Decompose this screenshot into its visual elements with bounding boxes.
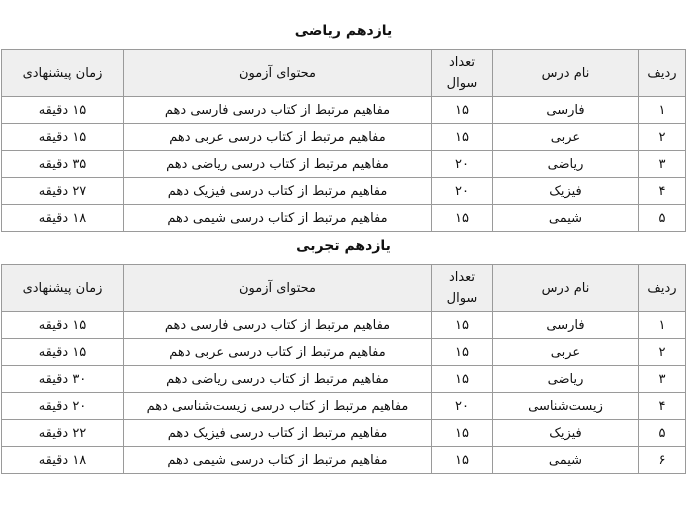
cell-row-number: ۵ — [639, 205, 686, 232]
cell-subject: فارسی — [493, 97, 639, 124]
cell-content: مفاهیم مرتبط از کتاب درسی ریاضی دهم — [124, 366, 432, 393]
cell-time: ۱۵ دقیقه — [2, 97, 124, 124]
header-time: زمان پیشنهادی — [2, 50, 124, 97]
cell-row-number: ۱ — [639, 97, 686, 124]
cell-time: ۱۵ دقیقه — [2, 124, 124, 151]
exam-table-experimental — [1, 264, 686, 474]
cell-row-number: ۱ — [639, 312, 686, 339]
cell-content: مفاهیم مرتبط از کتاب درسی زیست‌شناسی دهم — [124, 393, 432, 420]
cell-question-count: ۱۵ — [432, 312, 493, 339]
cell-subject: ریاضی — [493, 366, 639, 393]
cell-question-count: ۱۵ — [432, 205, 493, 232]
cell-question-count: ۲۰ — [432, 151, 493, 178]
table-header-row — [2, 265, 686, 312]
cell-content: مفاهیم مرتبط از کتاب درسی فارسی دهم — [124, 312, 432, 339]
cell-row-number: ۵ — [639, 420, 686, 447]
cell-time: ۳۰ دقیقه — [2, 366, 124, 393]
exam-table-math — [1, 49, 686, 232]
cell-question-count: ۱۵ — [432, 97, 493, 124]
cell-question-count: ۲۰ — [432, 393, 493, 420]
cell-time: ۲۲ دقیقه — [2, 420, 124, 447]
table-row — [2, 151, 686, 178]
cell-question-count: ۱۵ — [432, 447, 493, 474]
header-count-line2: سوال — [446, 291, 478, 306]
cell-subject: زیست‌شناسی — [493, 393, 639, 420]
cell-time: ۱۸ دقیقه — [2, 447, 124, 474]
cell-subject: عربی — [493, 124, 639, 151]
cell-content: مفاهیم مرتبط از کتاب درسی ریاضی دهم — [124, 151, 432, 178]
table-row — [2, 312, 686, 339]
cell-time: ۱۸ دقیقه — [2, 205, 124, 232]
table-row — [2, 339, 686, 366]
cell-question-count: ۱۵ — [432, 124, 493, 151]
header-count-line1: تعداد — [448, 55, 476, 70]
table-row — [2, 447, 686, 474]
cell-row-number: ۶ — [639, 447, 686, 474]
cell-subject: فیزیک — [493, 420, 639, 447]
table-row — [2, 97, 686, 124]
cell-time: ۲۷ دقیقه — [2, 178, 124, 205]
cell-row-number: ۲ — [639, 124, 686, 151]
cell-question-count: ۲۰ — [432, 178, 493, 205]
table-row — [2, 393, 686, 420]
header-content: محتوای آزمون — [124, 265, 432, 312]
header-question-count — [432, 265, 493, 312]
cell-row-number: ۳ — [639, 366, 686, 393]
cell-content: مفاهیم مرتبط از کتاب درسی عربی دهم — [124, 339, 432, 366]
table-row — [2, 124, 686, 151]
cell-content: مفاهیم مرتبط از کتاب درسی فارسی دهم — [124, 97, 432, 124]
cell-question-count: ۱۵ — [432, 366, 493, 393]
header-content: محتوای آزمون — [124, 50, 432, 97]
cell-question-count: ۱۵ — [432, 420, 493, 447]
table-row — [2, 205, 686, 232]
cell-content: مفاهیم مرتبط از کتاب درسی فیزیک دهم — [124, 178, 432, 205]
cell-time: ۱۵ دقیقه — [2, 339, 124, 366]
cell-row-number: ۲ — [639, 339, 686, 366]
cell-row-number: ۴ — [639, 178, 686, 205]
table-row — [2, 366, 686, 393]
cell-subject: فیزیک — [493, 178, 639, 205]
cell-row-number: ۴ — [639, 393, 686, 420]
table-header-row — [2, 50, 686, 97]
header-question-count — [432, 50, 493, 97]
cell-subject: شیمی — [493, 447, 639, 474]
cell-time: ۳۵ دقیقه — [2, 151, 124, 178]
header-count-line1: تعداد — [448, 270, 476, 285]
cell-content: مفاهیم مرتبط از کتاب درسی فیزیک دهم — [124, 420, 432, 447]
cell-subject: فارسی — [493, 312, 639, 339]
section-title-math: یازدهم ریاضی — [294, 23, 393, 39]
cell-time: ۱۵ دقیقه — [2, 312, 124, 339]
cell-content: مفاهیم مرتبط از کتاب درسی شیمی دهم — [124, 447, 432, 474]
cell-time: ۲۰ دقیقه — [2, 393, 124, 420]
section-title-experimental: یازدهم تجربی — [296, 238, 391, 254]
header-row-number: ردیف — [639, 50, 686, 97]
cell-subject: شیمی — [493, 205, 639, 232]
cell-content: مفاهیم مرتبط از کتاب درسی شیمی دهم — [124, 205, 432, 232]
table-row — [2, 178, 686, 205]
cell-subject: ریاضی — [493, 151, 639, 178]
header-time: زمان پیشنهادی — [2, 265, 124, 312]
header-subject: نام درس — [493, 50, 639, 97]
table-row — [2, 420, 686, 447]
cell-row-number: ۳ — [639, 151, 686, 178]
header-count-line2: سوال — [446, 76, 478, 91]
header-row-number: ردیف — [639, 265, 686, 312]
cell-question-count: ۱۵ — [432, 339, 493, 366]
cell-content: مفاهیم مرتبط از کتاب درسی عربی دهم — [124, 124, 432, 151]
header-subject: نام درس — [493, 265, 639, 312]
cell-subject: عربی — [493, 339, 639, 366]
